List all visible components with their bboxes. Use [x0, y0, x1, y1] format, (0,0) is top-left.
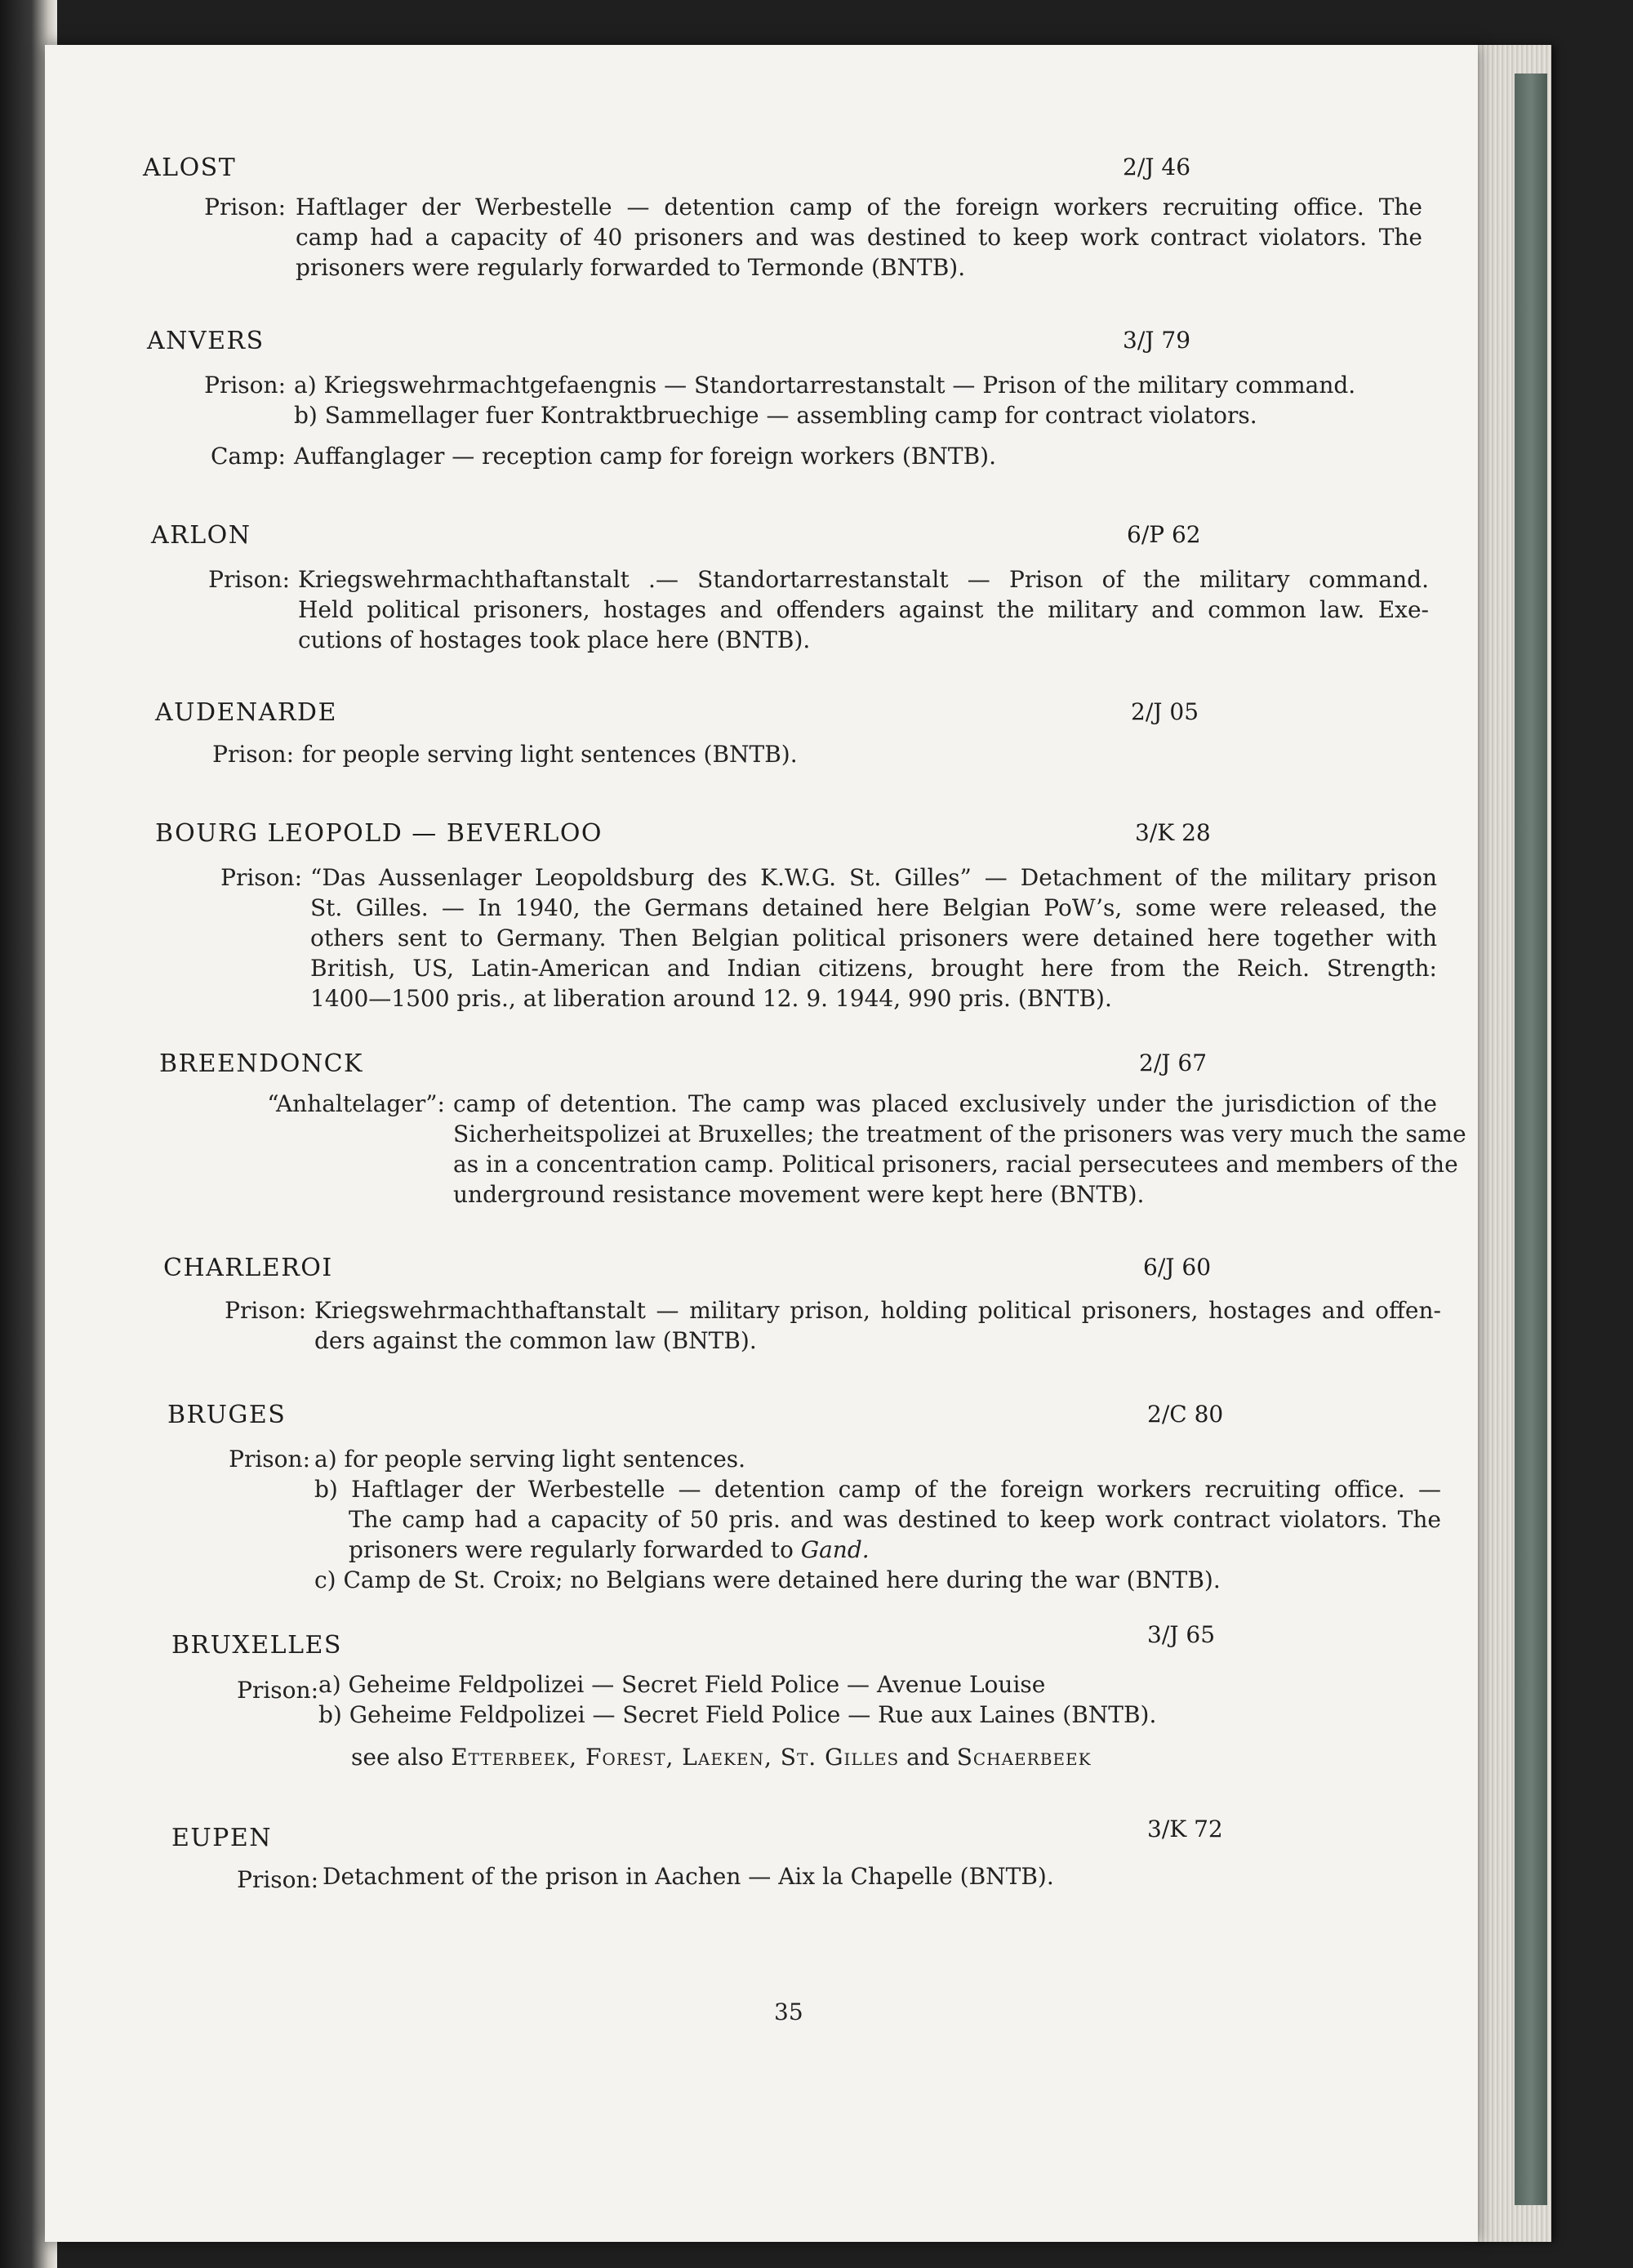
- entry-line: camp of detention. The camp was placed exclusively under the jurisdiction of the: [453, 1090, 1437, 1117]
- entry-heading: BRUXELLES: [171, 1631, 342, 1660]
- entry-heading: ALOST: [143, 154, 237, 182]
- entry-line: as in a concentration camp. Political prisoners, racial persecutees and members of the: [453, 1151, 1458, 1178]
- grid-code: 2/J 46: [1123, 154, 1191, 180]
- entry-line: b) Sammellager fuer Kontraktbruechige — assembling camp for contract violators.: [294, 402, 1257, 429]
- grid-code: 6/P 62: [1127, 521, 1201, 548]
- entry-label: Prison:: [204, 372, 286, 399]
- grid-code: 3/J 79: [1123, 327, 1191, 354]
- emphasized-place: Gand.: [800, 1536, 870, 1563]
- entry-line-text: prisoners were regularly forwarded to: [349, 1536, 801, 1563]
- entry-heading: EUPEN: [171, 1824, 273, 1852]
- entry-line: St. Gilles. — In 1940, the Germans detained here Belgian PoW’s, some were released, the: [310, 894, 1437, 921]
- entry-line: a) Geheime Feldpolizei — Secret Field Police — Avenue Louise: [318, 1671, 1046, 1698]
- grid-code: 2/J 05: [1131, 698, 1199, 725]
- entry-line: Detachment of the prison in Aachen — Aix la Chapelle (BNTB).: [323, 1863, 1054, 1890]
- entry-heading: BRUGES: [167, 1401, 287, 1429]
- entry-line: Held political prisoners, hostages and offenders against the military and common law. Exe-: [298, 596, 1429, 623]
- entry-heading: ARLON: [151, 521, 251, 550]
- entry-line: underground resistance movement were kept here (BNTB).: [453, 1181, 1145, 1208]
- entry-line: b) Geheime Feldpolizei — Secret Field Police — Rue aux Laines (BNTB).: [318, 1701, 1157, 1728]
- book-page: [45, 45, 1478, 2242]
- see-also-prefix: see also: [351, 1744, 452, 1771]
- entry-line: c) Camp de St. Croix; no Belgians were detained here during the war (BNTB).: [314, 1566, 1221, 1593]
- entry-heading: BOURG LEOPOLD — BEVERLOO: [155, 819, 603, 848]
- page-number: 35: [774, 1998, 803, 2025]
- entry-label: Prison:: [229, 1446, 310, 1473]
- entry-line: “Das Aussenlager Leopoldsburg des K.W.G. St. Gilles” — Detachment of the military prison: [310, 864, 1437, 891]
- grid-code: 2/C 80: [1147, 1401, 1224, 1428]
- entry-heading: ANVERS: [147, 327, 265, 355]
- entry-line: camp had a capacity of 40 prisoners and was destined to keep work contract violators. The: [296, 224, 1422, 251]
- entry-label: Camp:: [210, 443, 286, 470]
- book-cover-edge: [1515, 74, 1547, 2205]
- entry-label: Prison:: [220, 864, 302, 891]
- see-also-and: and: [899, 1744, 957, 1771]
- entry-label: Prison:: [212, 741, 294, 768]
- entry-line: others sent to Germany. Then Belgian political prisoners were detained here together with: [310, 925, 1437, 951]
- entry-line: [349, 1536, 870, 1564]
- grid-code: 3/K 72: [1147, 1816, 1223, 1842]
- entry-label: Prison:: [204, 194, 286, 221]
- entry-label: Prison:: [225, 1297, 306, 1324]
- grid-code: 2/J 67: [1139, 1049, 1208, 1076]
- entry-heading: AUDENARDE: [155, 698, 337, 727]
- entry-line: 1400—1500 pris., at liberation around 12. 9. 1944, 990 pris. (BNTB).: [310, 985, 1112, 1012]
- entry-line: British, US, Latin-American and Indian citizens, brought here from the Reich. Strength:: [310, 955, 1437, 982]
- entry-line: cutions of hostages took place here (BNTB).: [298, 626, 811, 653]
- entry-label: “Anhaltelager”:: [267, 1090, 445, 1117]
- entry-line: Haftlager der Werbestelle — detention camp of the foreign workers recruiting office. The: [296, 194, 1422, 221]
- see-also-last: Schaerbeek: [956, 1744, 1092, 1771]
- entry-line: a) Kriegswehrmachtgefaengnis — Standortarrestanstalt — Prison of the military command.: [294, 372, 1356, 399]
- entry-line: Sicherheitspolizei at Bruxelles; the treatment of the prisoners was very much the same: [453, 1121, 1466, 1147]
- entry-line: b) Haftlager der Werbestelle — detention camp of the foreign workers recruiting office. —: [314, 1476, 1441, 1503]
- entry-line: ders against the common law (BNTB).: [314, 1327, 757, 1354]
- grid-code: 6/J 60: [1143, 1254, 1212, 1281]
- entry-line: Kriegswehrmachthaftanstalt .— Standortarrestanstalt — Prison of the military command.: [298, 566, 1429, 593]
- entry-line: a) for people serving light sentences.: [314, 1446, 746, 1473]
- entry-label: Prison:: [237, 1866, 318, 1893]
- entry-heading: BREENDONCK: [159, 1049, 363, 1078]
- see-also-line: [351, 1744, 1092, 1771]
- entry-line: Kriegswehrmachthaftanstalt — military prison, holding political prisoners, hostages and offen-: [314, 1297, 1441, 1324]
- entry-line: for people serving light sentences (BNTB).: [302, 741, 798, 768]
- see-also-refs: Etterbeek, Forest, Laeken, St. Gilles: [451, 1744, 900, 1771]
- entry-label: Prison:: [208, 566, 290, 593]
- entry-line: Auffanglager — reception camp for foreign workers (BNTB).: [294, 443, 996, 470]
- entry-line: prisoners were regularly forwarded to Termonde (BNTB).: [296, 254, 966, 281]
- entry-line: The camp had a capacity of 50 pris. and was destined to keep work contract violators. The: [349, 1506, 1441, 1533]
- grid-code: 3/K 28: [1135, 819, 1211, 846]
- entry-label: Prison:: [237, 1677, 318, 1704]
- entry-heading: CHARLEROI: [163, 1254, 333, 1282]
- grid-code: 3/J 65: [1147, 1621, 1216, 1648]
